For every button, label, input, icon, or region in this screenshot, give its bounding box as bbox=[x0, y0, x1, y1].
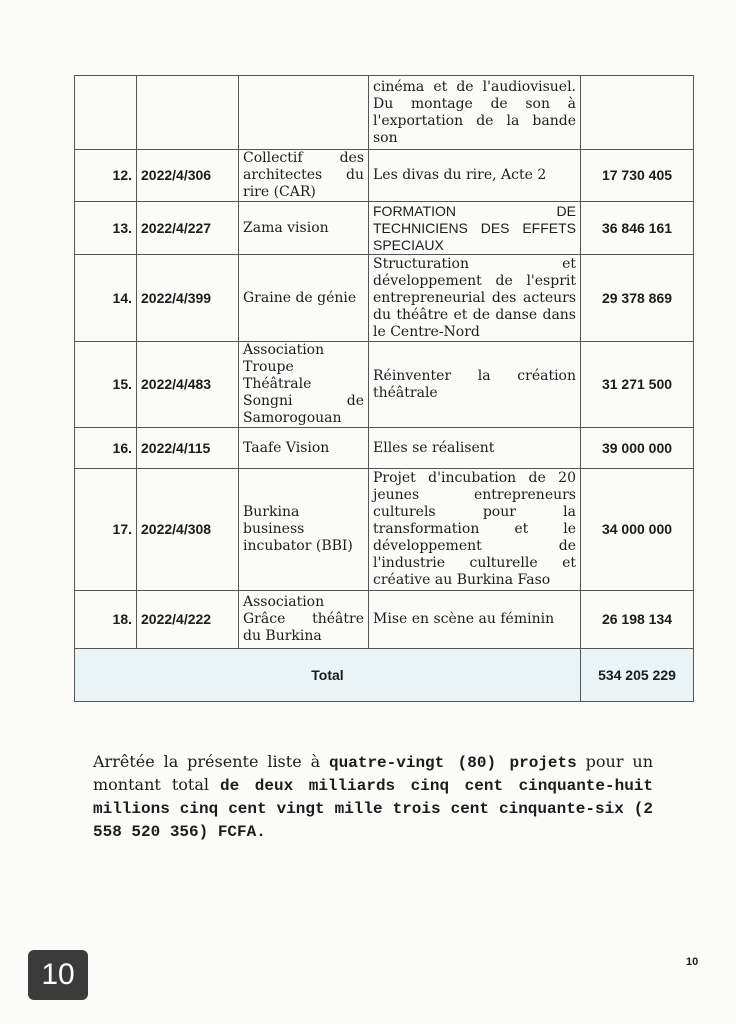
table-row-continuation bbox=[75, 76, 694, 150]
cell-org: Association Troupe Théâtrale Songni de Samorogouan bbox=[239, 342, 369, 428]
table-row bbox=[75, 469, 694, 591]
cell-org: Association Grâce théâtre du Burkina bbox=[239, 591, 369, 649]
cell-ref: 2022/4/306 bbox=[137, 150, 239, 202]
cell-ref: 2022/4/222 bbox=[137, 591, 239, 649]
page-badge: 10 bbox=[28, 950, 88, 1000]
summary-paragraph bbox=[93, 751, 653, 843]
cell-project: Mise en scène au féminin bbox=[369, 591, 581, 649]
table-row bbox=[75, 591, 694, 649]
cell-amount: 36 846 161 bbox=[581, 202, 694, 255]
cell-num: 13. bbox=[75, 202, 137, 255]
cell-org: Collectif des architectes du rire (CAR) bbox=[239, 150, 369, 202]
cell-num: 16. bbox=[75, 428, 137, 469]
cell-amount bbox=[581, 76, 694, 150]
cell-ref: 2022/4/115 bbox=[137, 428, 239, 469]
summary-text: pour un montant total bbox=[93, 752, 653, 794]
summary-total-amount: de deux milliards cinq cent cinquante-huit millions cinq cent vingt mille trois cent cinquante-six (2 558 520 356) FCFA. bbox=[93, 777, 654, 841]
projects-table bbox=[74, 75, 694, 702]
summary-text: Arrêtée la présente liste à bbox=[93, 752, 330, 771]
cell-amount: 31 271 500 bbox=[581, 342, 694, 428]
cell-org: Taafe Vision bbox=[239, 428, 369, 469]
cell-org: Zama vision bbox=[239, 202, 369, 255]
cell-ref: 2022/4/483 bbox=[137, 342, 239, 428]
cell-org bbox=[239, 76, 369, 150]
cell-ref: 2022/4/308 bbox=[137, 469, 239, 591]
cell-ref: 2022/4/227 bbox=[137, 202, 239, 255]
cell-org: Graine de génie bbox=[239, 255, 369, 342]
cell-num: 18. bbox=[75, 591, 137, 649]
cell-num: 14. bbox=[75, 255, 137, 342]
cell-num: 12. bbox=[75, 150, 137, 202]
cell-num: 17. bbox=[75, 469, 137, 591]
cell-ref: 2022/4/399 bbox=[137, 255, 239, 342]
cell-num bbox=[75, 76, 137, 150]
total-amount: 534 205 229 bbox=[581, 649, 694, 702]
cell-amount: 17 730 405 bbox=[581, 150, 694, 202]
summary-projects-count: quatre-vingt (80) projets bbox=[329, 754, 577, 772]
cell-amount: 39 000 000 bbox=[581, 428, 694, 469]
page-number: 10 bbox=[686, 956, 699, 968]
cell-project: Elles se réalisent bbox=[369, 428, 581, 469]
table-row bbox=[75, 255, 694, 342]
cell-amount: 29 378 869 bbox=[581, 255, 694, 342]
cell-project: Structuration et développement de l'esprit entrepreneurial des acteurs du théâtre et de danse dans le Centre-Nord bbox=[369, 255, 581, 342]
cell-num: 15. bbox=[75, 342, 137, 428]
table-row bbox=[75, 342, 694, 428]
cell-project: cinéma et de l'audiovisuel. Du montage de son à l'exportation de la bande son bbox=[369, 76, 581, 150]
cell-project: FORMATION DE TECHNICIENS DES EFFETS SPECIAUX bbox=[369, 202, 581, 255]
total-label: Total bbox=[75, 649, 581, 702]
cell-amount: 34 000 000 bbox=[581, 469, 694, 591]
cell-ref bbox=[137, 76, 239, 150]
cell-project: Réinventer la création théâtrale bbox=[369, 342, 581, 428]
table-total-row bbox=[75, 649, 694, 702]
table-row bbox=[75, 428, 694, 469]
table-row bbox=[75, 150, 694, 202]
table-row bbox=[75, 202, 694, 255]
cell-project: Projet d'incubation de 20 jeunes entrepreneurs culturels pour la transformation et le développement de l'industrie culturelle et créative au Burkina Faso bbox=[369, 469, 581, 591]
cell-project: Les divas du rire, Acte 2 bbox=[369, 150, 581, 202]
cell-org: Burkina business incubator (BBI) bbox=[239, 469, 369, 591]
cell-amount: 26 198 134 bbox=[581, 591, 694, 649]
